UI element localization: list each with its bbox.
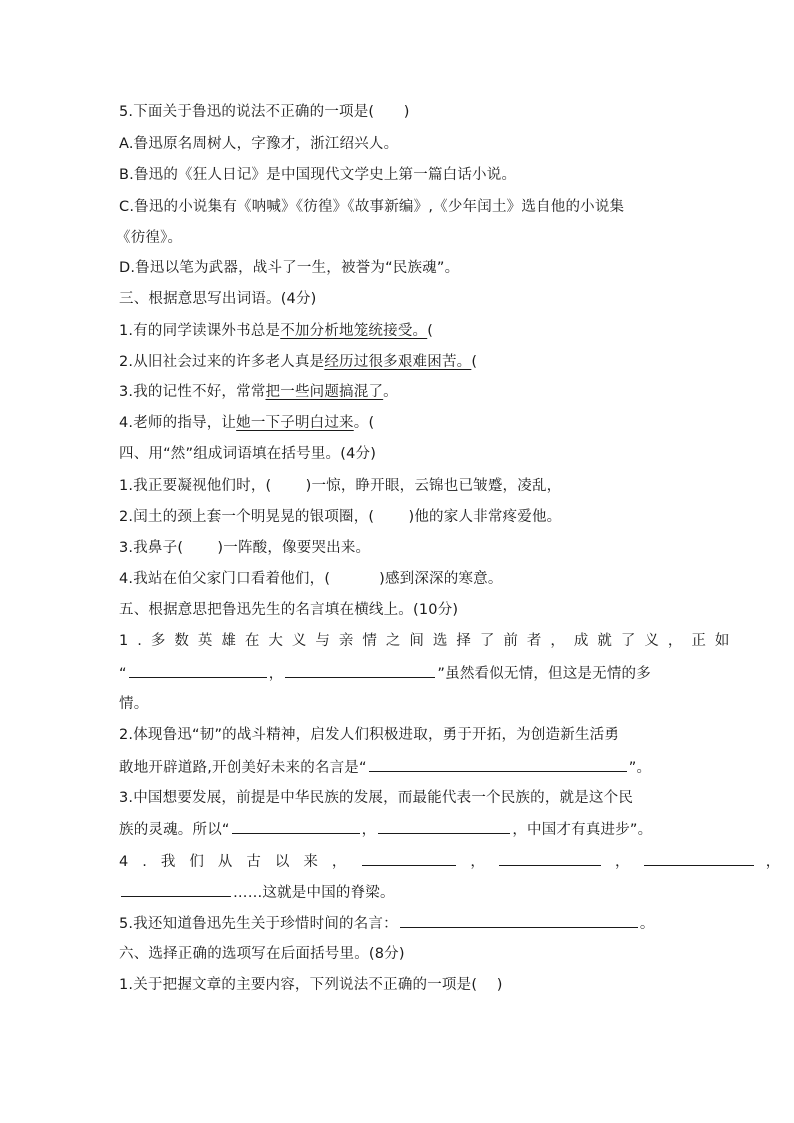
comma: ， xyxy=(765,854,781,870)
s5-item-3-line-1: 3.中国想要发展，前提是中华民族的发展，而最能代表一个民族的，就是这个民 xyxy=(119,790,634,806)
q5-option-a: A.鲁迅原名周树人，字豫才，浙江绍兴人。 xyxy=(119,136,399,152)
s3-item-2 xyxy=(119,352,477,372)
s5-item-4-text: 4.我们从古以来， xyxy=(119,854,361,870)
open-quote: “ xyxy=(119,666,127,682)
comma: ， xyxy=(615,854,630,870)
q5-option-c-cont: 《彷徨》。 xyxy=(116,230,183,246)
s5-item-2-text: 敢地开辟道路,开创美好未来的名言是“ xyxy=(119,760,367,776)
s3-item-1-underlined: 不加分析地笼统接受。 xyxy=(280,323,428,339)
s5-item-4-blank-2[interactable] xyxy=(499,851,601,866)
s5-item-1-line-1: 1.多数英雄在大义与亲情之间选择了前者，成就了义，正如 xyxy=(119,633,739,649)
s3-item-3-underlined: 把一些问题搞混了 xyxy=(265,384,384,400)
s5-item-3-tail: ，中国才有真进步”。 xyxy=(512,822,653,838)
s5-item-3-blank-1[interactable] xyxy=(232,819,360,834)
q5-stem: 5.下面关于鲁迅的说法不正确的一项是( ) xyxy=(119,104,410,120)
s5-item-5-blank[interactable] xyxy=(400,913,638,928)
q5-option-b: B.鲁迅的《狂人日记》是中国现代文学史上第一篇白话小说。 xyxy=(119,167,517,183)
s5-item-3-blank-2[interactable] xyxy=(378,819,510,834)
s6-question-1[interactable]: 1.关于把握文章的主要内容，下列说法不正确的一项是( ) xyxy=(119,977,503,993)
s3-item-1 xyxy=(119,321,433,341)
s5-item-3-text: 族的灵魂。所以“ xyxy=(119,822,230,838)
s3-item-1-text: 1.有的同学读课外书总是 xyxy=(119,323,281,339)
s3-item-2-text: 2.从旧社会过来的许多老人真是 xyxy=(119,354,325,370)
s5-item-4-tail: ……这就是中国的脊梁。 xyxy=(233,885,395,901)
s5-item-4-blank-1[interactable] xyxy=(362,851,456,866)
comma: ， xyxy=(470,854,486,870)
comma: ， xyxy=(268,666,284,682)
s4-item-2[interactable]: 2.闰土的颈上套一个明晃晃的银项圈，( )他的家人非常疼爱他。 xyxy=(119,509,562,525)
s5-item-1-blank-2[interactable] xyxy=(285,663,435,678)
s3-item-2-underlined: 经历过很多艰难困苦。 xyxy=(324,354,472,370)
s3-item-3 xyxy=(119,382,398,402)
s5-item-4-line-2 xyxy=(119,882,395,903)
s5-item-3-line-2 xyxy=(119,819,652,840)
s4-item-4[interactable]: 4.我站在伯父家门口看着他们，( )感到深深的寒意。 xyxy=(119,571,503,587)
s3-item-4-text: 4.老师的指导，让 xyxy=(119,415,237,431)
s5-item-1-line-3: 情。 xyxy=(119,696,149,712)
period: 。 xyxy=(639,916,655,932)
s5-item-4-blank-3[interactable] xyxy=(644,851,754,866)
s3-item-4 xyxy=(119,413,374,433)
s5-item-5-text: 5.我还知道鲁迅先生关于珍惜时间的名言： xyxy=(119,916,398,932)
s3-item-1-answer-paren[interactable]: ( xyxy=(427,323,434,339)
section-4-heading: 四、用“然”组成词语填在括号里。(4分) xyxy=(119,446,377,462)
s5-item-1-tail: ”虽然看似无情，但这是无情的多 xyxy=(437,666,651,682)
s5-item-4-blank-4[interactable] xyxy=(121,882,231,897)
s3-item-3-text: 3.我的记性不好，常常 xyxy=(119,384,266,400)
comma: ， xyxy=(361,822,377,838)
s5-item-1-line-2 xyxy=(119,663,651,684)
s3-item-4-answer-paren[interactable]: 。( xyxy=(353,415,375,431)
s4-item-3[interactable]: 3.我鼻子( )一阵酸，像要哭出来。 xyxy=(119,540,371,556)
close-quote: ”。 xyxy=(628,760,652,776)
s3-item-4-underlined: 她一下子明白过来 xyxy=(236,415,354,431)
section-6-heading: 六、选择正确的选项写在后面括号里。(8分) xyxy=(119,946,405,962)
s5-item-4-line-1 xyxy=(119,851,780,872)
s3-item-3-post: 。 xyxy=(383,384,398,400)
s3-item-2-answer-paren[interactable]: ( xyxy=(471,354,478,370)
q5-option-c: C.鲁迅的小说集有《呐喊》《彷徨》《故事新编》,《少年闰土》选自他的小说集 xyxy=(119,199,625,215)
s5-item-2-line-1: 2.体现鲁迅“韧”的战斗精神，启发人们积极进取，勇于开拓，为创造新生活勇 xyxy=(119,727,620,743)
s4-item-1[interactable]: 1.我正要凝视他们时，( )一惊，睁开眼，云锦也已皱蹙，凌乱， xyxy=(119,478,562,494)
section-5-heading: 五、根据意思把鲁迅先生的名言填在横线上。(10分) xyxy=(119,602,459,618)
q5-option-d: D.鲁迅以笔为武器，战斗了一生，被誉为“民族魂”。 xyxy=(119,260,460,276)
s5-item-2-line-2 xyxy=(119,757,651,778)
s5-item-1-blank-1[interactable] xyxy=(129,663,267,678)
s5-item-5 xyxy=(119,913,655,934)
s5-item-2-blank[interactable] xyxy=(369,757,627,772)
section-3-heading: 三、根据意思写出词语。(4分) xyxy=(119,291,317,307)
